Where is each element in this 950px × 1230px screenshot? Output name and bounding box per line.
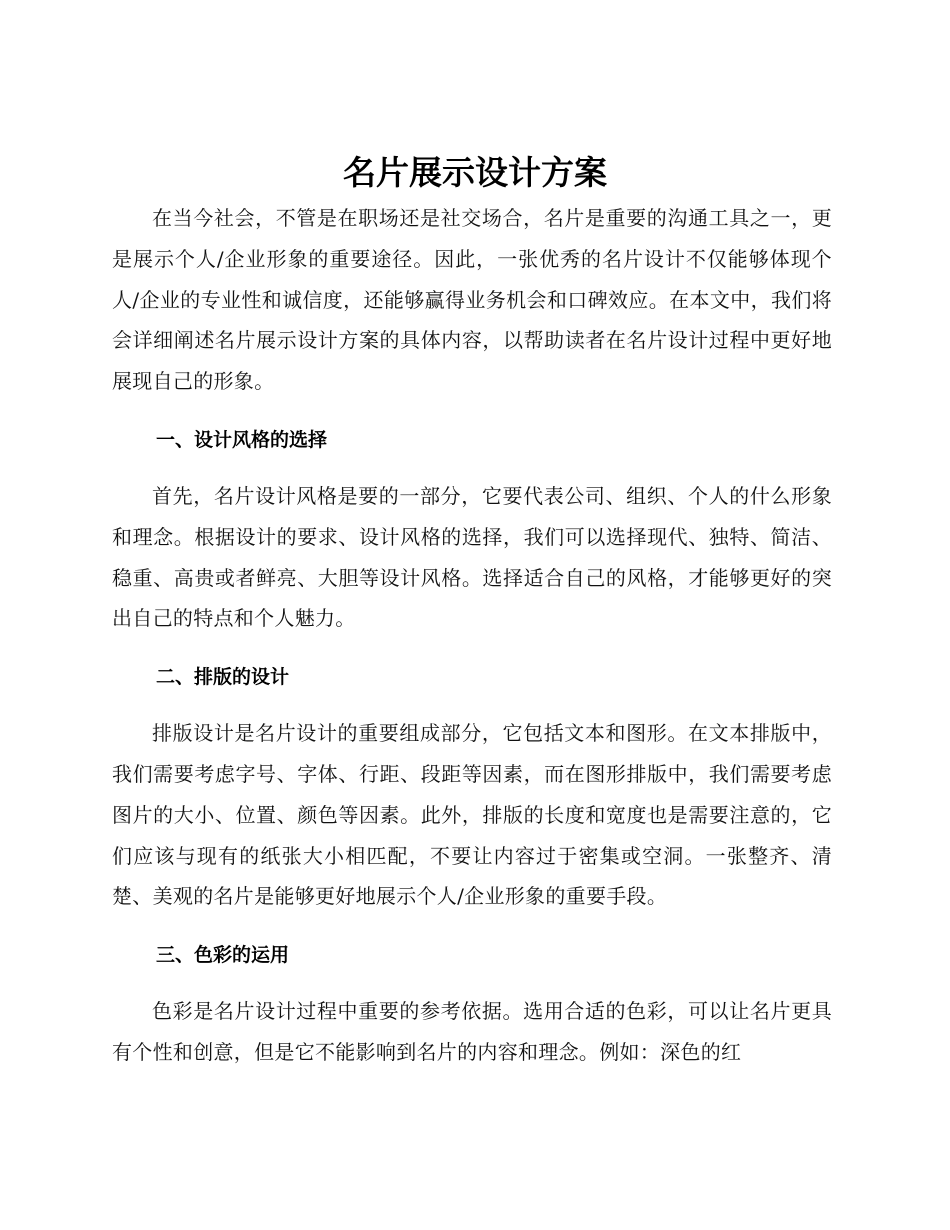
section-heading-layout: 二、排版的设计 (156, 666, 290, 689)
section-heading-style: 一、设计风格的选择 (156, 428, 328, 451)
section-paragraph-color: 色彩是名片设计过程中重要的参考依据。选用合适的色彩，可以让名片更具有个性和创意，但是它不能影响到名片的内容和理念。例如：深色的红 (112, 999, 832, 1064)
section-paragraph-style: 首先，名片设计风格是要的一部分，它要代表公司、组织、个人的什么形象和理念。根据设计的要求、设计风格的选择，我们可以选择现代、独特、简洁、稳重、高贵或者鲜亮、大胆等设计风格。选择适合自己的风格，才能够更好的突出自己的特点和个人魅力。 (112, 483, 832, 631)
document-title: 名片展示设计方案 (343, 153, 607, 192)
intro-paragraph: 在当今社会，不管是在职场还是社交场合，名片是重要的沟通工具之一，更是展示个人/企业形象的重要途径。因此，一张优秀的名片设计不仅能够体现个人/企业的专业性和诚信度，还能够赢得业务机会和口碑效应。在本文中，我们将会详细阐述名片展示设计方案的具体内容，以帮助读者在名片设计过程中更好地展现自己的形象。 (112, 206, 832, 394)
section-paragraph-layout: 排版设计是名片设计的重要组成部分，它包括文本和图形。在文本排版中，我们需要考虑字号、字体、行距、段距等因素，而在图形排版中，我们需要考虑图片的大小、位置、颜色等因素。此外，排版的长度和宽度也是需要注意的，它们应该与现有的纸张大小相匹配，不要让内容过于密集或空洞。一张整齐、清楚、美观的名片是能够更好地展示个人/企业形象的重要手段。 (112, 721, 832, 909)
document-body (112, 198, 832, 1073)
section-heading-color: 三、色彩的运用 (156, 944, 290, 967)
